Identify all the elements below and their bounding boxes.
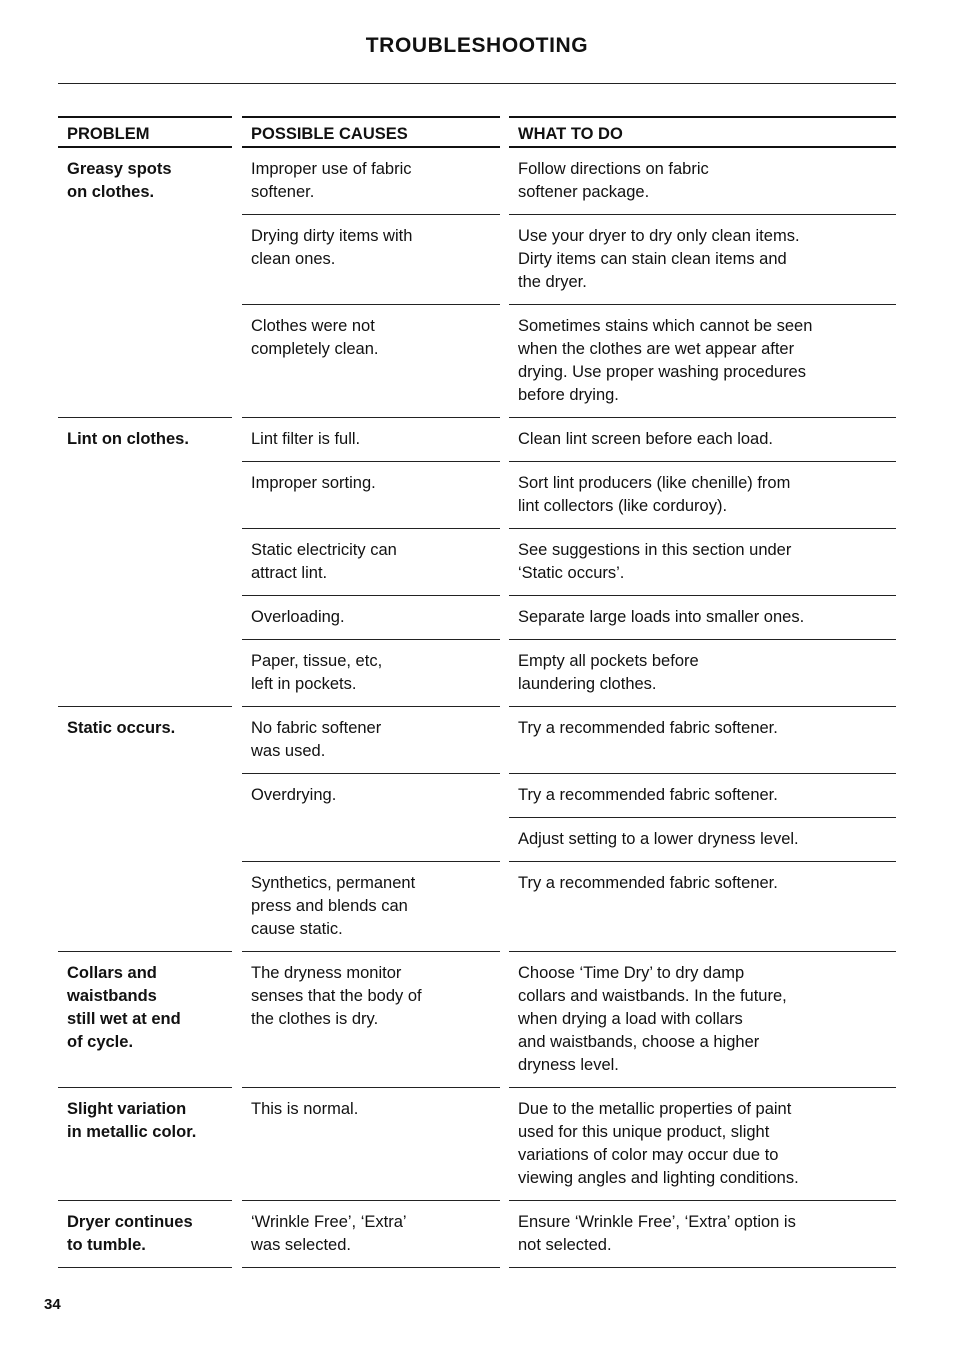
action-cell: Follow directions on fabric softener package.	[509, 148, 896, 215]
action-cell: Sometimes stains which cannot be seen when the clothes are wet appear after drying. Use proper washing procedures before drying.	[509, 305, 896, 418]
problem-group	[58, 148, 896, 418]
table-row	[242, 774, 896, 862]
table-row	[242, 1201, 896, 1268]
table-row	[242, 952, 896, 1088]
action-cell: Clean lint screen before each load.	[509, 418, 896, 462]
table-row	[242, 529, 896, 596]
action-cell: Sort lint producers (like chenille) from lint collectors (like corduroy).	[509, 462, 896, 529]
cause-cell: The dryness monitor senses that the body of the clothes is dry.	[242, 952, 500, 1088]
problem-group	[58, 707, 896, 952]
table-body	[58, 148, 896, 1268]
problem-cell: Lint on clothes.	[58, 418, 232, 707]
problem-cell: Dryer continues to tumble.	[58, 1201, 232, 1268]
header-possible-causes: POSSIBLE CAUSES	[242, 116, 500, 148]
cause-cell: Static electricity can attract lint.	[242, 529, 500, 596]
title-divider	[58, 83, 896, 84]
problem-group	[58, 952, 896, 1088]
table-row	[242, 1088, 896, 1201]
page-number: 34	[44, 1296, 61, 1313]
cause-cell: Improper sorting.	[242, 462, 500, 529]
table-row	[242, 862, 896, 952]
action-cell: Try a recommended fabric softener.	[509, 862, 896, 952]
cause-cell: Drying dirty items with clean ones.	[242, 215, 500, 305]
table-row	[242, 596, 896, 640]
table-header	[58, 116, 896, 148]
action-cell: Try a recommended fabric softener.	[509, 774, 896, 818]
table-row	[242, 640, 896, 707]
table-row	[242, 148, 896, 215]
cause-cell: Paper, tissue, etc, left in pockets.	[242, 640, 500, 707]
table-row	[242, 418, 896, 462]
action-cell: Separate large loads into smaller ones.	[509, 596, 896, 640]
problem-cell: Greasy spots on clothes.	[58, 148, 232, 418]
cause-cell: Lint filter is full.	[242, 418, 500, 462]
cause-cell: Overloading.	[242, 596, 500, 640]
table-row	[242, 305, 896, 418]
header-problem: PROBLEM	[58, 116, 232, 148]
problem-cell: Collars and waistbands still wet at end of cycle.	[58, 952, 232, 1088]
action-cell: Adjust setting to a lower dryness level.	[509, 818, 896, 862]
action-cell: Due to the metallic properties of paint used for this unique product, slight variations of color may occur due to viewing angles and lighting conditions.	[509, 1088, 896, 1201]
problem-cell: Static occurs.	[58, 707, 232, 952]
cause-cell: Overdrying.	[242, 774, 500, 862]
page-title: TROUBLESHOOTING	[365, 34, 589, 57]
table-row	[242, 215, 896, 305]
problem-cell: Slight variation in metallic color.	[58, 1088, 232, 1201]
cause-cell: ‘Wrinkle Free’, ‘Extra’ was selected.	[242, 1201, 500, 1268]
table-row	[242, 462, 896, 529]
cause-cell: Improper use of fabric softener.	[242, 148, 500, 215]
cause-cell: Clothes were not completely clean.	[242, 305, 500, 418]
problem-group	[58, 1088, 896, 1201]
troubleshooting-table	[58, 116, 896, 1268]
action-cell: Choose ‘Time Dry’ to dry damp collars and waistbands. In the future, when drying a load with collars and waistbands, choose a higher dryness level.	[509, 952, 896, 1088]
cause-cell: No fabric softener was used.	[242, 707, 500, 774]
action-cell: Try a recommended fabric softener.	[509, 707, 896, 774]
problem-group	[58, 1201, 896, 1268]
problem-group	[58, 418, 896, 707]
action-cell: Use your dryer to dry only clean items. Dirty items can stain clean items and the dryer.	[509, 215, 896, 305]
cause-cell: This is normal.	[242, 1088, 500, 1201]
action-cell: See suggestions in this section under ‘Static occurs’.	[509, 529, 896, 596]
action-cell: Empty all pockets before laundering clothes.	[509, 640, 896, 707]
table-row	[242, 707, 896, 774]
cause-cell: Synthetics, permanent press and blends can cause static.	[242, 862, 500, 952]
action-cell: Ensure ‘Wrinkle Free’, ‘Extra’ option is not selected.	[509, 1201, 896, 1268]
header-what-to-do: WHAT TO DO	[509, 116, 896, 148]
